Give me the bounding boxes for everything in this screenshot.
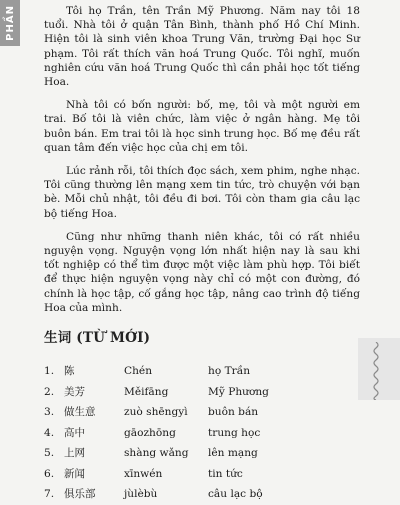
vocab-row	[44, 361, 360, 382]
vocab-number: 7.	[44, 488, 55, 501]
vocab-row	[44, 443, 360, 464]
paragraph-aspirations: Cũng như những thanh niên khác, tôi có rất nhiều nguyện vọng. Nguyện vọng lớn nhất hiện nay là sau khi tốt nghiệp có thể tìm được một việc làm phù hợp. Tôi biết để thực hiện nguyện vọng này chỉ có một con đường, đó chính là học tập, cố gắng học tập, nâng cao trình độ tiếng Hoa của mình.	[44, 230, 360, 314]
section-title-new-words: 生词 (TỪ MỚI)	[44, 330, 151, 347]
side-tab-label: PHẦN	[4, 5, 16, 41]
vocab-meaning: lên mạng	[208, 447, 258, 460]
vocab-number: 4.	[44, 426, 55, 439]
vocab-hanzi: 上网	[64, 447, 85, 460]
document-page	[44, 0, 360, 505]
vocab-pinyin: Měifāng	[124, 385, 169, 398]
vocab-meaning: tin tức	[208, 467, 243, 480]
vocab-meaning: buôn bán	[208, 406, 259, 419]
vocab-row	[44, 382, 360, 403]
vocab-number: 2.	[44, 385, 55, 398]
vocab-meaning: Mỹ Phương	[208, 385, 269, 398]
vocab-number: 1.	[44, 365, 55, 378]
vocab-row	[44, 484, 360, 505]
vocab-meaning: trung học	[208, 426, 261, 439]
vocab-pinyin: xīnwén	[124, 467, 163, 480]
vocab-row	[44, 423, 360, 444]
vocab-row	[44, 402, 360, 423]
vocab-row	[44, 464, 360, 485]
paragraph-hobbies: Lúc rảnh rỗi, tôi thích đọc sách, xem phim, nghe nhạc. Tôi cũng thường lên mạng xem tin tức, trò chuyện với bạn bè. Mỗi chủ nhật, tôi đều đi bơi. Tôi còn tham gia câu lạc bộ tiếng Hoa.	[44, 165, 360, 220]
vocab-hanzi: 做生意	[64, 406, 96, 419]
vocab-pinyin: shàng wǎng	[124, 447, 189, 460]
vocab-pinyin: jùlèbù	[124, 488, 158, 501]
section-side-tab	[0, 0, 20, 46]
vocab-pinyin: Chén	[124, 365, 153, 378]
wavy-border-decoration	[372, 342, 380, 400]
vocab-meaning: họ Trần	[208, 365, 251, 378]
vocab-hanzi: 新闻	[64, 467, 85, 480]
vocab-list	[44, 361, 360, 505]
vocab-number: 5.	[44, 447, 55, 460]
margin-decoration	[358, 338, 400, 400]
vocab-meaning: câu lạc bộ	[208, 488, 263, 501]
vocab-hanzi: 美芳	[64, 385, 85, 398]
vocab-pinyin: zuò shēngyì	[124, 406, 188, 419]
paragraph-intro: Tôi họ Trần, tên Trần Mỹ Phương. Năm nay tôi 18 tuổi. Nhà tôi ở quận Tân Bình, thành phố Hồ Chí Minh. Hiện tôi là sinh viên khoa Trung Văn, trường Đại học Sư phạm. Tôi rất thích văn hoá Trung Quốc. Tôi nghĩ, muốn nghiên cứu văn hoá Trung Quốc thì cần phải học tốt tiếng Hoa.	[44, 5, 360, 89]
vocab-number: 3.	[44, 406, 55, 419]
vocab-hanzi: 陈	[64, 365, 75, 378]
paragraph-family: Nhà tôi có bốn người: bố, mẹ, tôi và một người em trai. Bố tôi là viên chức, làm việc ở ngân hàng. Mẹ tôi buôn bán. Em trai tôi là học sinh trung học. Bố mẹ đều rất quan tâm đến việc học của chị em tôi.	[44, 99, 360, 154]
vocab-number: 6.	[44, 467, 55, 480]
vocab-hanzi: 高中	[64, 426, 85, 439]
vocab-hanzi: 俱乐部	[64, 488, 96, 501]
vocab-pinyin: gāozhōng	[124, 426, 176, 439]
